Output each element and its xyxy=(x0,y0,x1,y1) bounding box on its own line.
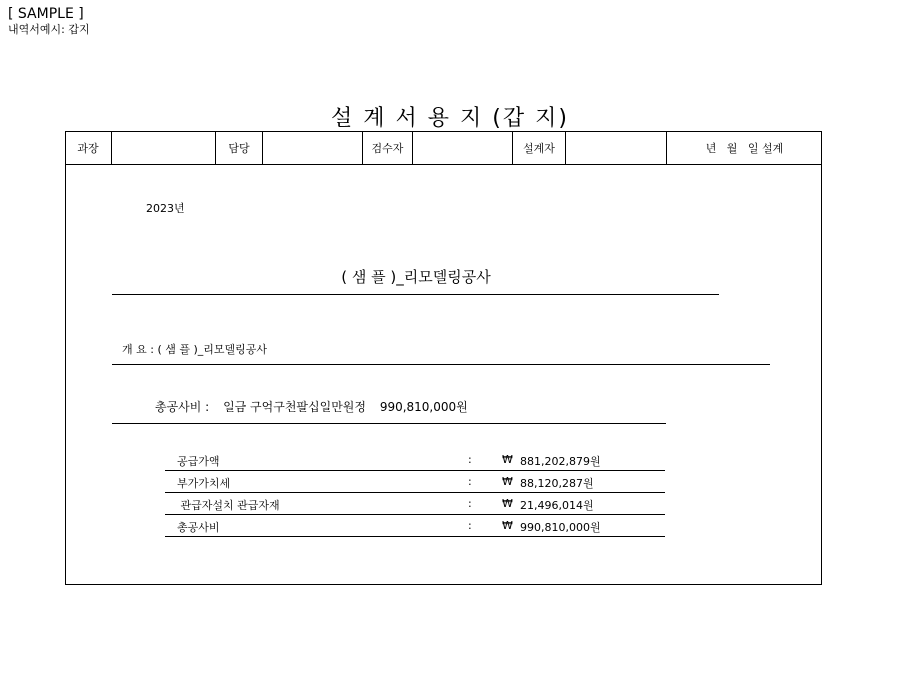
won-sign: ₩ xyxy=(502,519,513,532)
won-sign: ₩ xyxy=(502,475,513,488)
project-underline xyxy=(112,294,719,295)
breakdown-colon: : xyxy=(468,519,472,532)
sample-tag: [ SAMPLE ] xyxy=(8,6,84,22)
total-cost-underline xyxy=(112,423,666,424)
overview-underline xyxy=(112,364,770,365)
total-cost-line xyxy=(155,398,478,415)
header-cell-designer: 설계자 xyxy=(513,131,566,164)
header-cell-inspector: 검수자 xyxy=(363,131,413,164)
breakdown-label: 공급가액 xyxy=(177,455,220,468)
breakdown-label: 관급자설치 관급자재 xyxy=(177,499,280,512)
total-cost-amount: 990,810,000원 xyxy=(379,400,468,414)
breakdown-row-total xyxy=(165,515,665,537)
document-title: 설 계 서 용 지 (갑 지) xyxy=(331,106,569,131)
header-cell-manager-sign xyxy=(112,131,216,164)
overview-text: 개 요 : ( 샘 플 )_리모델링공사 xyxy=(122,343,268,356)
project-name: ( 샘 플 )_리모델링공사 xyxy=(341,268,491,286)
sample-subtitle: 내역서예시: 갑지 xyxy=(8,23,90,36)
header-cell-designer-sign xyxy=(566,131,667,164)
header-cell-person-sign xyxy=(263,131,363,164)
total-cost-label: 총공사비 : xyxy=(155,400,210,414)
breakdown-label: 총공사비 xyxy=(177,521,220,534)
header-cell-design-date: 년 월 일 설계 xyxy=(705,141,784,155)
approval-header-row xyxy=(65,131,822,165)
won-sign: ₩ xyxy=(502,497,513,510)
total-cost-korean: 일금 구억구천팔십일만원정 xyxy=(223,400,366,414)
breakdown-amount: 88,120,287원 xyxy=(520,477,594,490)
breakdown-colon: : xyxy=(468,475,472,488)
breakdown-colon: : xyxy=(468,497,472,510)
breakdown-label: 부가가치세 xyxy=(177,477,231,490)
header-cell-manager: 과장 xyxy=(65,131,112,164)
breakdown-amount: 990,810,000원 xyxy=(520,521,601,534)
breakdown-row-government-materials xyxy=(165,493,665,515)
breakdown-amount: 21,496,014원 xyxy=(520,499,594,512)
won-sign: ₩ xyxy=(502,453,513,466)
year-label: 2023년 xyxy=(146,202,185,215)
header-cell-person-in-charge: 담당 xyxy=(216,131,263,164)
breakdown-row-supply xyxy=(165,449,665,471)
breakdown-row-vat xyxy=(165,471,665,493)
breakdown-colon: : xyxy=(468,453,472,466)
header-cell-inspector-sign xyxy=(413,131,513,164)
breakdown-amount: 881,202,879원 xyxy=(520,455,601,468)
